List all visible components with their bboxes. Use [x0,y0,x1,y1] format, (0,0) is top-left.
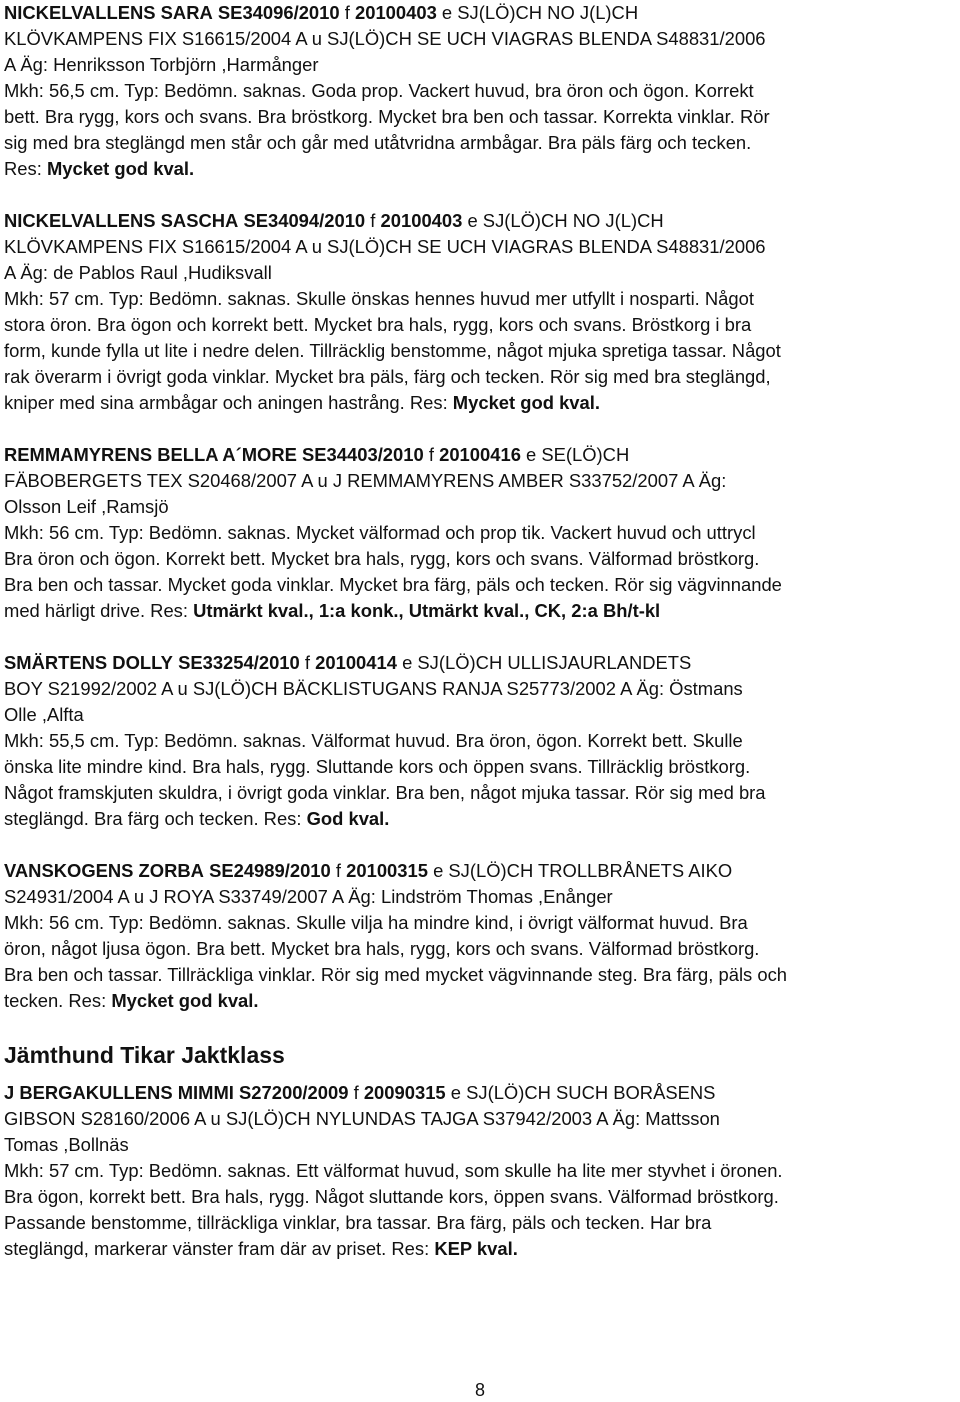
dog-entry [4,650,956,832]
dog-entry [4,0,956,182]
sex: f [344,2,350,23]
entry-line: BOY S21992/2002 A u SJ(LÖ)CH BÄCKLISTUGANS RANJA S25773/2002 A Äg: Östmans [4,678,743,699]
entry-line: Mkh: 56 cm. Typ: Bedömn. saknas. Mycket välformad och prop tik. Vackert huvud och uttrycl [4,522,756,543]
entry-line: Något framskjuten skuldra, i övrigt goda vinklar. Bra ben, något mjuka tassar. Rör sig med bra [4,782,766,803]
dog-name: REMMAMYRENS BELLA A´MORE [4,444,297,465]
last-line-text: steglängd. Bra färg och tecken. Res: [4,808,307,829]
result-prefix: Res: [4,158,47,179]
dog-entry [4,858,956,1014]
entry-result-line [4,598,956,624]
result-value: Mycket god kval. [111,990,259,1011]
section-heading: Jämthund Tikar Jaktklass [4,1042,285,1068]
registration-number: SE34096/2010 [217,2,340,23]
dog-name: NICKELVALLENS SARA [4,2,213,23]
entry-line: S24931/2004 A u J ROYA S33749/2007 A Äg: Lindström Thomas ,Enånger [4,886,613,907]
entry-line: Mkh: 56,5 cm. Typ: Bedömn. saknas. Goda prop. Vackert huvud, bra öron och ögon. Korrekt [4,80,754,101]
entry-line: Mkh: 56 cm. Typ: Bedömn. saknas. Skulle vilja ha mindre kind, i övrigt välformat huvud. Bra [4,912,748,933]
entry-header [4,0,956,26]
entry-line: KLÖVKAMPENS FIX S16615/2004 A u SJ(LÖ)CH SE UCH VIAGRAS BLENDA S48831/2006 [4,28,766,49]
sex: f [428,444,434,465]
result-value: Mycket god kval. [452,392,600,413]
entry-line: FÄBOBERGETS TEX S20468/2007 A u J REMMAMYRENS AMBER S33752/2007 A Äg: [4,470,727,491]
sire-start: e SJ(LÖ)CH SUCH BORÅSENS [445,1082,716,1103]
entry-line: A Äg: de Pablos Raul ,Hudiksvall [4,262,272,283]
entry-line: form, kunde fylla ut lite i nedre delen. Tillräcklig benstomme, något mjuka spretiga tassar. Något [4,340,781,361]
birth-date: 20100414 [315,652,397,673]
entry-line: Passande benstomme, tillräckliga vinklar, bra tassar. Bra färg, päls och tecken. Har bra [4,1212,712,1233]
entry-header [4,650,956,676]
entry-line: Mkh: 55,5 cm. Typ: Bedömn. saknas. Välformat huvud. Bra öron, ögon. Korrekt bett. Skulle [4,730,743,751]
entry-result-line [4,806,956,832]
registration-number: SE34094/2010 [243,210,366,231]
sire-start: e SE(LÖ)CH [520,444,630,465]
sire-start: e SJ(LÖ)CH TROLLBRÅNETS AIKO [427,860,733,881]
entry-line: Bra öron och ögon. Korrekt bett. Mycket bra hals, rygg, kors och svans. Välformad bröstkorg. [4,548,760,569]
document-page [4,0,956,1262]
entry-line: Bra ben och tassar. Mycket goda vinklar. Mycket bra färg, päls och tecken. Rör sig vägvinnande [4,574,782,595]
entry-line: Mkh: 57 cm. Typ: Bedömn. saknas. Ett välformat huvud, som skulle ha lite mer styvhet i öronen. [4,1160,783,1181]
sire-start: e SJ(LÖ)CH ULLISJAURLANDETS [396,652,692,673]
birth-date: 20100403 [380,210,463,231]
dog-name: J BERGAKULLENS MIMMI [4,1082,234,1103]
entry-line: Bra ögon, korrekt bett. Bra hals, rygg. Något sluttande kors, öppen svans. Välformad bröstkorg. [4,1186,779,1207]
sire-start: e SJ(LÖ)CH NO J(L)CH [462,210,664,231]
entry-line: Tomas ,Bollnäs [4,1134,129,1155]
birth-date: 20100315 [346,860,428,881]
entry-line: rak överarm i övrigt goda vinklar. Mycket bra päls, färg och tecken. Rör sig med bra steglängd, [4,366,771,387]
entry-result-line [4,156,956,182]
entry-line: önska lite mindre kind. Bra hals, rygg. Sluttande kors och öppen svans. Tillräcklig bröstkorg. [4,756,751,777]
entry-line: Olle ,Alfta [4,704,84,725]
registration-number: SE33254/2010 [178,652,300,673]
last-line-text: tecken. Res: [4,990,112,1011]
dog-entry [4,442,956,624]
entry-header [4,1080,956,1106]
result-value: God kval. [306,808,390,829]
sex: f [304,652,311,673]
result-value: KEP kval. [434,1238,518,1259]
birth-date: 20100403 [354,2,437,23]
entry-header [4,442,956,468]
entry-line: stora öron. Bra ögon och korrekt bett. Mycket bra hals, rygg, kors och svans. Bröstkorg i bra [4,314,752,335]
entry-result-line [4,1236,956,1262]
entry-line: öron, något ljusa ögon. Bra bett. Mycket bra hals, rygg, kors och svans. Välformad bröstkorg. [4,938,760,959]
registration-number: S27200/2009 [239,1082,349,1103]
last-line-text: kniper med sina armbågar och aningen hastrång. Res: [4,392,453,413]
sex: f [370,210,376,231]
entry-line: KLÖVKAMPENS FIX S16615/2004 A u SJ(LÖ)CH SE UCH VIAGRAS BLENDA S48831/2006 [4,236,766,257]
dog-entry [4,208,956,416]
entry-line: GIBSON S28160/2006 A u SJ(LÖ)CH NYLUNDAS TAJGA S37942/2003 A Äg: Mattsson [4,1108,720,1129]
dog-entry [4,1080,956,1262]
page-number: 8 [474,1380,485,1400]
dog-name: VANSKOGENS ZORBA [4,860,204,881]
entry-line: Bra ben och tassar. Tillräckliga vinklar. Rör sig med mycket vägvinnande steg. Bra färg, päls och [4,964,787,985]
last-line-text: med härligt drive. Res: [4,600,194,621]
sex: f [335,860,342,881]
entry-result-line [4,390,956,416]
result-value: Utmärkt kval., 1:a konk., Utmärkt kval., CK, 2:a Bh/t-kl [193,600,661,621]
entry-line: A Äg: Henriksson Torbjörn ,Harmånger [4,54,319,75]
entry-line: sig med bra steglängd men står och går med utåtvridna armbågar. Bra päls färg och tecken. [4,132,752,153]
result-value: Mycket god kval. [46,158,195,179]
dog-name: SMÄRTENS DOLLY [4,652,173,673]
dog-name: NICKELVALLENS SASCHA [4,210,239,231]
entry-header [4,208,956,234]
entry-header [4,858,956,884]
last-line-text: steglängd, markerar vänster fram där av priset. Res: [4,1238,435,1259]
entry-line: Mkh: 57 cm. Typ: Bedömn. saknas. Skulle önskas hennes huvud mer utfyllt i nosparti. Något [4,288,754,309]
entry-result-line [4,988,956,1014]
registration-number: SE34403/2010 [302,444,424,465]
sire-start: e SJ(LÖ)CH NO J(L)CH [436,2,639,23]
sex: f [353,1082,359,1103]
registration-number: SE24989/2010 [209,860,331,881]
birth-date: 20100416 [439,444,521,465]
entry-line: Olsson Leif ,Ramsjö [4,496,169,517]
entry-line: bett. Bra rygg, kors och svans. Bra bröstkorg. Mycket bra ben och tassar. Korrekta vinklar. Rör [4,106,770,127]
birth-date: 20090315 [363,1082,446,1103]
